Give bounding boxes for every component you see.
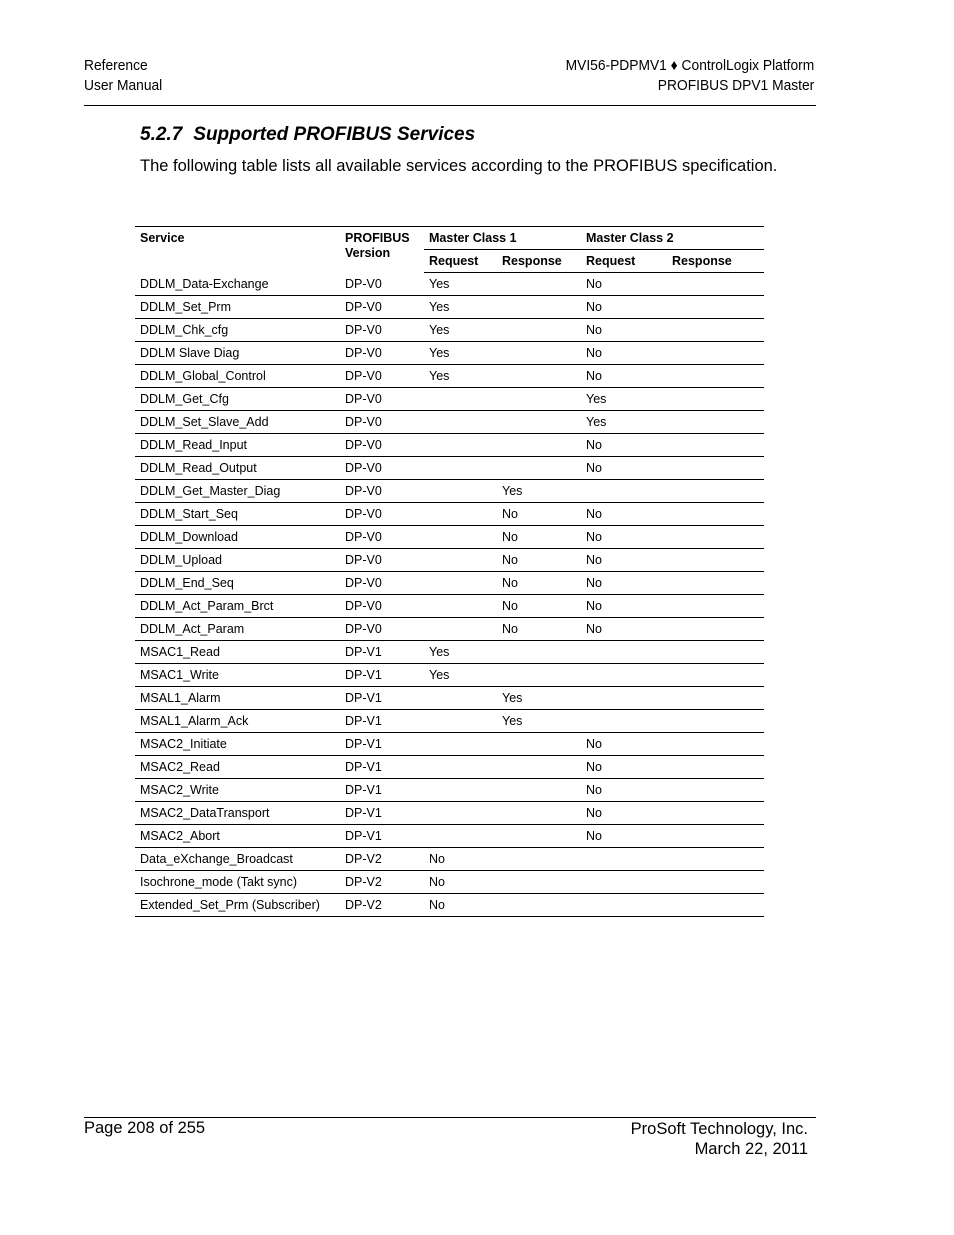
header-mc1-request: Request [424,250,497,273]
mc2-request-cell: No [581,296,667,319]
table-row [135,871,764,894]
service-cell: MSAC2_Write [135,779,340,802]
service-cell: DDLM_Read_Output [135,457,340,480]
page-number: Page 208 of 255 [84,1119,206,1137]
mc2-response-cell [667,549,764,572]
mc1-response-cell [497,273,581,296]
mc2-response-cell [667,733,764,756]
service-cell: DDLM_Set_Slave_Add [135,411,340,434]
mc1-request-cell [424,480,497,503]
version-cell: DP-V2 [340,848,424,871]
header-subtitle: PROFIBUS DPV1 Master [657,76,814,94]
version-cell: DP-V0 [340,549,424,572]
mc2-request-cell [581,710,667,733]
service-cell: DDLM_Upload [135,549,340,572]
mc1-request-cell: Yes [424,273,497,296]
table-row [135,641,764,664]
mc1-request-cell [424,779,497,802]
mc1-response-cell [497,388,581,411]
table-row [135,618,764,641]
mc1-response-cell [497,733,581,756]
mc1-response-cell: No [497,595,581,618]
mc1-request-cell [424,687,497,710]
mc1-response-cell [497,802,581,825]
mc1-response-cell: Yes [497,710,581,733]
service-cell: DDLM_Set_Prm [135,296,340,319]
running-header-left [84,56,162,95]
mc1-response-cell: No [497,618,581,641]
services-table [135,226,764,917]
table-row [135,296,764,319]
mc1-request-cell [424,572,497,595]
mc1-response-cell: No [497,503,581,526]
mc1-request-cell [424,388,497,411]
mc1-response-cell [497,756,581,779]
mc1-response-cell [497,641,581,664]
mc2-request-cell: Yes [581,411,667,434]
table-row [135,480,764,503]
mc2-response-cell [667,894,764,917]
mc2-request-cell: No [581,572,667,595]
mc2-response-cell [667,618,764,641]
header-reference: Reference [84,57,148,74]
version-cell: DP-V1 [340,802,424,825]
mc2-request-cell: No [581,779,667,802]
version-cell: DP-V1 [340,710,424,733]
mc2-request-cell: No [581,526,667,549]
mc2-response-cell [667,457,764,480]
table-row [135,664,764,687]
table-row [135,388,764,411]
section-title: Supported PROFIBUS Services [193,124,476,145]
service-cell: Data_eXchange_Broadcast [135,848,340,871]
mc1-response-cell: No [497,572,581,595]
service-cell: DDLM_Get_Cfg [135,388,340,411]
version-cell: DP-V0 [340,572,424,595]
table-row [135,503,764,526]
mc1-response-cell [497,365,581,388]
table-row [135,273,764,296]
mc1-request-cell [424,526,497,549]
mc1-response-cell: Yes [497,687,581,710]
header-mc2-response: Response [667,250,764,273]
service-cell: MSAC2_Read [135,756,340,779]
mc1-request-cell [424,457,497,480]
mc1-request-cell: No [424,871,497,894]
service-cell: DDLM_Get_Master_Diag [135,480,340,503]
version-cell: DP-V1 [340,687,424,710]
mc2-response-cell [667,296,764,319]
mc1-response-cell [497,342,581,365]
service-cell: DDLM_Start_Seq [135,503,340,526]
version-cell: DP-V0 [340,365,424,388]
mc2-response-cell [667,526,764,549]
mc1-request-cell: Yes [424,365,497,388]
mc2-request-cell: No [581,595,667,618]
mc2-request-cell [581,687,667,710]
version-cell: DP-V0 [340,526,424,549]
mc2-request-cell: No [581,457,667,480]
table-row [135,779,764,802]
version-cell: DP-V0 [340,595,424,618]
service-cell: DDLM_End_Seq [135,572,340,595]
footer-date: March 22, 2011 [694,1140,808,1158]
table-row [135,756,764,779]
mc2-request-cell [581,480,667,503]
header-profibus-version: PROFIBUS Version [340,227,424,273]
mc2-response-cell [667,411,764,434]
table-row [135,825,764,848]
table-row [135,710,764,733]
mc1-request-cell [424,710,497,733]
header-service: Service [135,227,340,273]
mc1-request-cell [424,825,497,848]
mc2-response-cell [667,365,764,388]
table-row [135,848,764,871]
mc2-request-cell: No [581,825,667,848]
header-mc1-response: Response [497,250,581,273]
table-row [135,595,764,618]
version-cell: DP-V0 [340,319,424,342]
mc2-response-cell [667,572,764,595]
service-cell: Extended_Set_Prm (Subscriber) [135,894,340,917]
mc2-response-cell [667,388,764,411]
version-cell: DP-V0 [340,342,424,365]
mc2-request-cell [581,664,667,687]
mc1-response-cell [497,664,581,687]
version-cell: DP-V0 [340,618,424,641]
section-heading [140,124,475,146]
mc2-request-cell: No [581,365,667,388]
version-cell: DP-V1 [340,779,424,802]
service-cell: DDLM_Act_Param_Brct [135,595,340,618]
table-row [135,549,764,572]
version-cell: DP-V0 [340,503,424,526]
mc2-request-cell: No [581,342,667,365]
mc1-request-cell: Yes [424,641,497,664]
mc1-response-cell [497,296,581,319]
version-cell: DP-V1 [340,641,424,664]
services-table-body [135,273,764,917]
service-cell: MSAC2_Initiate [135,733,340,756]
mc2-response-cell [667,871,764,894]
header-master-class-1: Master Class 1 [424,227,581,250]
mc1-request-cell: Yes [424,296,497,319]
running-header-right [565,56,814,95]
mc1-request-cell [424,802,497,825]
version-cell: DP-V2 [340,894,424,917]
mc2-request-cell [581,641,667,664]
service-cell: DDLM_Data-Exchange [135,273,340,296]
mc1-response-cell: Yes [497,480,581,503]
mc2-request-cell: No [581,273,667,296]
version-cell: DP-V0 [340,434,424,457]
version-cell: DP-V0 [340,273,424,296]
header-product: MVI56-PDPMV1 ♦ ControlLogix Platform [565,57,814,74]
mc1-response-cell [497,411,581,434]
table-row [135,365,764,388]
mc1-response-cell [497,457,581,480]
header-master-class-2: Master Class 2 [581,227,764,250]
version-cell: DP-V1 [340,825,424,848]
section-number: 5.2.7 [140,124,183,145]
table-row [135,526,764,549]
footer-company: ProSoft Technology, Inc. [630,1120,808,1138]
mc2-response-cell [667,503,764,526]
mc1-response-cell [497,825,581,848]
mc2-response-cell [667,779,764,802]
mc2-request-cell [581,894,667,917]
version-cell: DP-V1 [340,756,424,779]
mc2-request-cell: No [581,549,667,572]
mc2-request-cell: No [581,503,667,526]
service-cell: DDLM_Chk_cfg [135,319,340,342]
version-cell: DP-V1 [340,733,424,756]
mc1-request-cell: Yes [424,664,497,687]
intro-paragraph: The following table lists all available services according to the PROFIBUS specification. [140,157,778,175]
service-cell: MSAL1_Alarm [135,687,340,710]
mc1-request-cell [424,756,497,779]
mc1-request-cell [424,618,497,641]
mc1-request-cell [424,434,497,457]
footer-rule [84,1117,816,1118]
mc2-response-cell [667,756,764,779]
mc2-response-cell [667,595,764,618]
mc1-request-cell [424,411,497,434]
header-rule [84,105,816,106]
mc1-response-cell [497,319,581,342]
mc2-response-cell [667,825,764,848]
version-cell: DP-V0 [340,480,424,503]
service-cell: DDLM_Read_Input [135,434,340,457]
table-row [135,319,764,342]
service-cell: DDLM_Act_Param [135,618,340,641]
mc1-request-cell: Yes [424,319,497,342]
mc2-request-cell: No [581,802,667,825]
service-cell: MSAC1_Read [135,641,340,664]
service-cell: Isochrone_mode (Takt sync) [135,871,340,894]
service-cell: MSAL1_Alarm_Ack [135,710,340,733]
mc2-response-cell [667,848,764,871]
version-cell: DP-V0 [340,457,424,480]
mc2-response-cell [667,641,764,664]
mc1-request-cell [424,549,497,572]
version-cell: DP-V0 [340,388,424,411]
mc2-response-cell [667,710,764,733]
service-cell: DDLM_Global_Control [135,365,340,388]
mc1-request-cell [424,595,497,618]
service-cell: DDLM_Download [135,526,340,549]
service-cell: MSAC1_Write [135,664,340,687]
mc2-response-cell [667,664,764,687]
table-row [135,572,764,595]
table-row [135,342,764,365]
service-cell: MSAC2_Abort [135,825,340,848]
table-row [135,434,764,457]
mc1-response-cell [497,894,581,917]
mc1-request-cell [424,503,497,526]
mc2-request-cell: Yes [581,388,667,411]
service-cell: DDLM Slave Diag [135,342,340,365]
mc1-response-cell: No [497,526,581,549]
mc2-response-cell [667,319,764,342]
mc1-request-cell: Yes [424,342,497,365]
table-row [135,894,764,917]
mc2-response-cell [667,342,764,365]
table-row [135,687,764,710]
mc1-request-cell: No [424,894,497,917]
mc2-request-cell: No [581,319,667,342]
mc2-request-cell: No [581,733,667,756]
mc2-response-cell [667,434,764,457]
mc2-request-cell [581,848,667,871]
mc2-response-cell [667,273,764,296]
mc2-request-cell: No [581,618,667,641]
version-cell: DP-V0 [340,296,424,319]
mc2-response-cell [667,480,764,503]
service-cell: MSAC2_DataTransport [135,802,340,825]
header-user-manual: User Manual [84,76,163,94]
mc1-response-cell [497,434,581,457]
version-cell: DP-V0 [340,411,424,434]
table-row [135,733,764,756]
version-cell: DP-V1 [340,664,424,687]
table-row [135,802,764,825]
mc2-request-cell [581,871,667,894]
footer-company-block [631,1119,808,1159]
mc1-response-cell [497,779,581,802]
mc2-request-cell: No [581,756,667,779]
mc2-request-cell: No [581,434,667,457]
mc2-response-cell [667,802,764,825]
table-row [135,411,764,434]
mc1-response-cell: No [497,549,581,572]
table-row [135,457,764,480]
mc1-request-cell: No [424,848,497,871]
mc1-request-cell [424,733,497,756]
mc1-response-cell [497,871,581,894]
mc1-response-cell [497,848,581,871]
header-mc2-request: Request [581,250,667,273]
mc2-response-cell [667,687,764,710]
version-cell: DP-V2 [340,871,424,894]
